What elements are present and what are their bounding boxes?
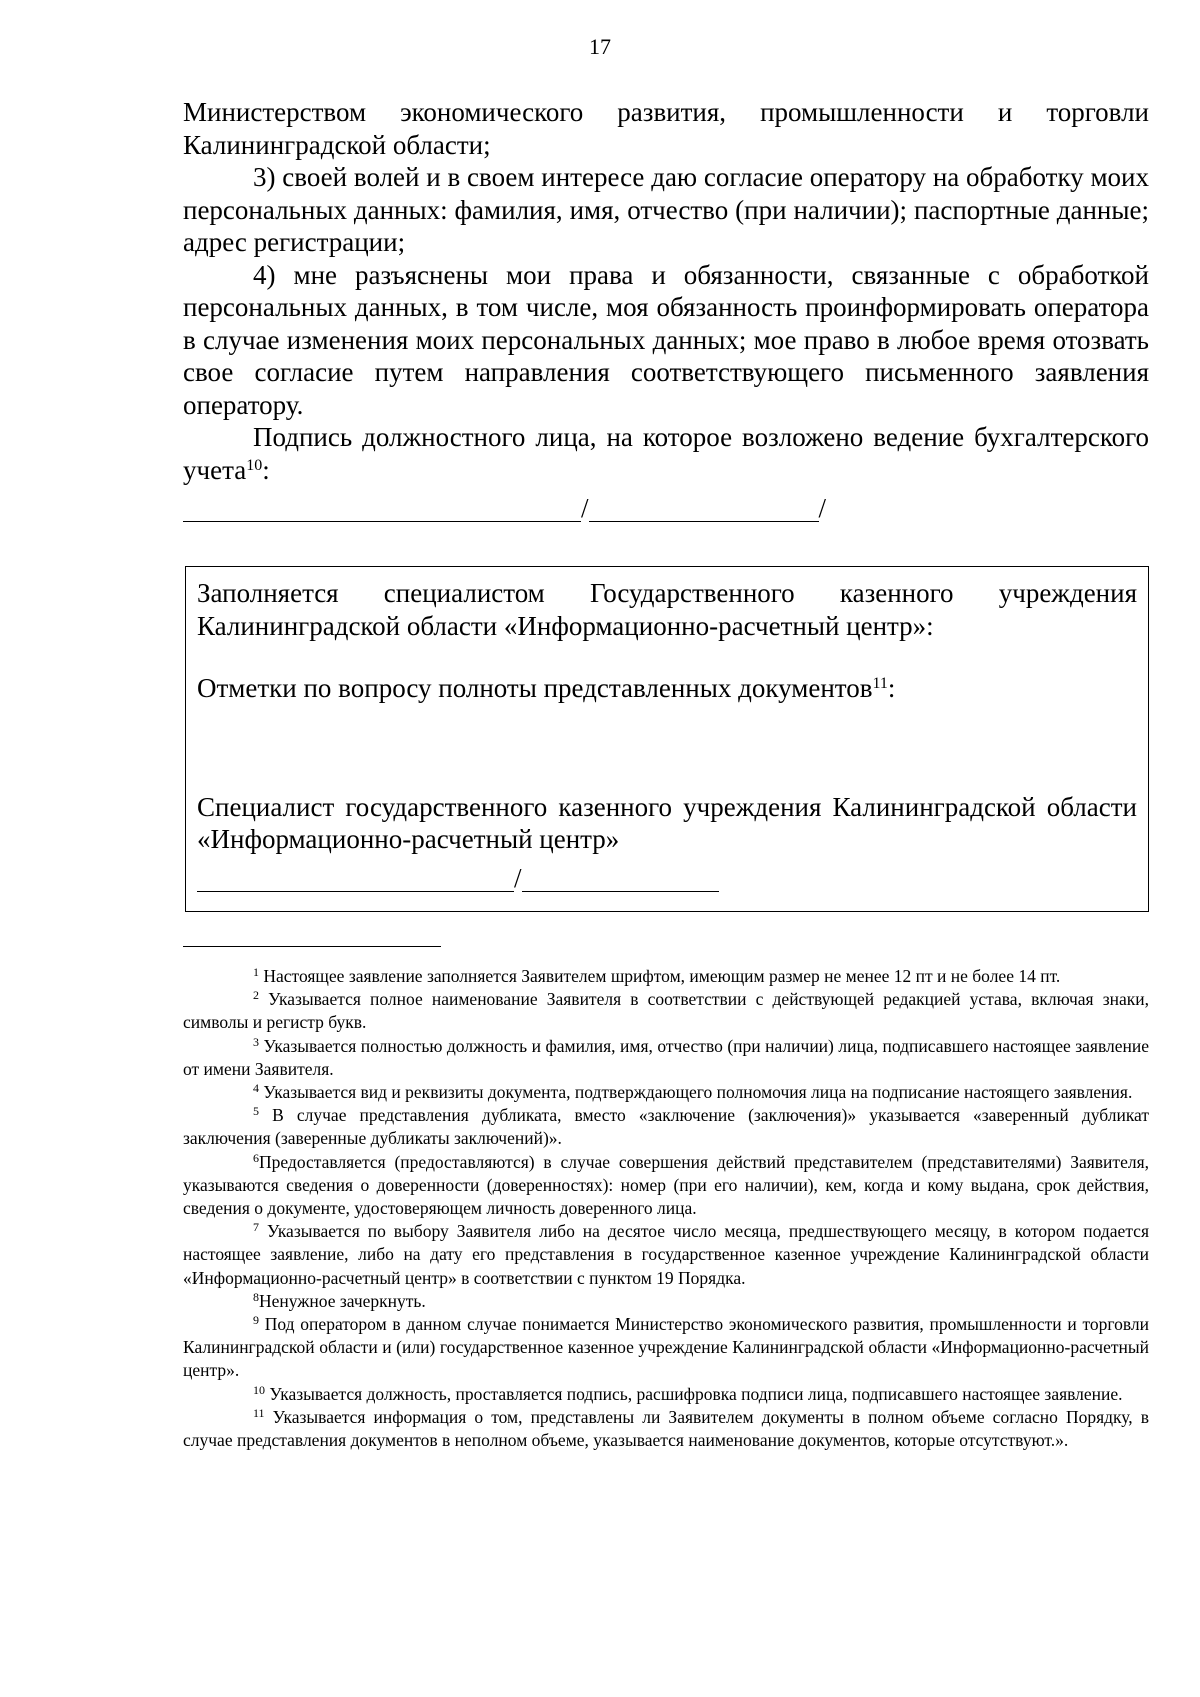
footnote: $^4$ Указывается вид и реквизиты документа, подтверждающего полномочия лица на подписание настоящего заявления.: [253, 1081, 1133, 1103]
footnote-ref-11: 11: [872, 675, 888, 692]
footnote: $^2$ Указывается полное наименование Заявителя в соответствии с действующей редакцией устава, включая знаки, символы и регистр букв.: [183, 988, 1150, 1033]
box-heading: Заполняется специалистом Государственного казенного учреждения Калининградской области «Информационно-расчетный центр»:: [197, 578, 1137, 641]
footnote: $^5$ В случае представления дубликата, вместо «заключение (заключения)» указывается «заверенный дубликат заключения (заверенные дубликаты заключений)».: [183, 1104, 1150, 1149]
paragraph-ministry: Министерством экономического развития, промышленности и торговли Калининградской области;: [183, 97, 1149, 160]
footnote-ref-10: 10: [246, 456, 263, 474]
signature-blank[interactable]: [197, 865, 514, 892]
page-number: 17: [589, 34, 611, 59]
specialist-label: Специалист государственного казенного учреждения Калининградской области «Информационно-расчетный центр»: [197, 791, 1137, 854]
accountant-signature-label: Подпись должностного лица, на которое возложено ведение бухгалтерского учета: [183, 422, 1149, 485]
footnote: $^1$ Настоящее заявление заполняется Заявителем шрифтом, имеющим размер не менее 12 пт и не более 14 пт.: [253, 965, 1061, 986]
signature-blank[interactable]: [183, 495, 581, 522]
footnote-separator: [183, 946, 441, 947]
paragraph-rights: 4) мне разъяснены мои права и обязанности, связанные с обработкой персональных данных, в том числе, моя обязанность проинформировать оператора в случае изменения моих персональных данных; мое право в любое время отозвать свое согласие путем направления соответствующего письменного заявления оператору.: [183, 259, 1149, 420]
paragraph-accountant-signature: Подпись должностного лица, на которое возложено ведение бухгалтерского учета$^{10}$:: [183, 422, 1149, 485]
separator-slash: /: [818, 493, 827, 523]
footnote: $^{11}$ Указывается информация о том, представлены ли Заявителем документы в полном объеме согласно Порядку, в случае представления документов в неполном объеме, указывается наименование документов, которые отсутствуют.».: [183, 1405, 1149, 1451]
main-text: [183, 96, 1149, 522]
footnote: $^{10}$ Указывается должность, проставляется подпись, расшифровка подписи лица, подписавшего настоящее заявление.: [253, 1382, 1123, 1404]
separator-slash: /: [581, 493, 589, 523]
separator-slash: /: [514, 862, 522, 893]
footnote: $^3$ Указывается полностью должность и фамилия, имя, отчество (при наличии) лица, подписавшего настоящее заявление от имени Заявителя.: [183, 1034, 1149, 1079]
footnote: $^8$Ненужное зачеркнуть.: [253, 1289, 426, 1311]
footnote: $^6$Предоставляется (предоставляются) в случае совершения действий представителем (представителями) Заявителя, указываются сведения о доверенности (доверенностях): номер (при его наличии), кем, когда и кому выдана, срок действия, сведения о документе, удостоверяющем личность доверенного лица.: [183, 1150, 1149, 1219]
completeness-marks-label: Отметки по вопросу полноты представленных документов$^{11}$:: [197, 673, 896, 703]
footnotes: [183, 965, 1149, 1452]
name-blank[interactable]: [522, 865, 719, 892]
specialist-box: [185, 566, 1149, 912]
footnote: $^7$ Указывается по выбору Заявителя либо на десятое число месяца, предшествующего месяцу, в котором подается настоящее заявление, либо на дату его представления в государственное казенное учреждение Калининградской области «Информационно-расчетный центр» в соответствии с пунктом 19 Порядка.: [183, 1220, 1149, 1288]
paragraph-consent: 3) своей волей и в своем интересе даю согласие оператору на обработку моих персональных данных: фамилия, имя, отчество (при наличии); паспортные данные; адрес регистрации;: [183, 162, 1149, 257]
specialist-signature-line: [197, 858, 1137, 892]
name-blank[interactable]: [589, 495, 819, 522]
accountant-signature-line: [183, 488, 1149, 522]
footnote: $^9$ Под оператором в данном случае понимается Министерство экономического развития, промышленности и торговли Калининградской области и (или) государственное казенное учреждение Калининградской области «Информационно-расчетный центр».: [183, 1313, 1149, 1381]
